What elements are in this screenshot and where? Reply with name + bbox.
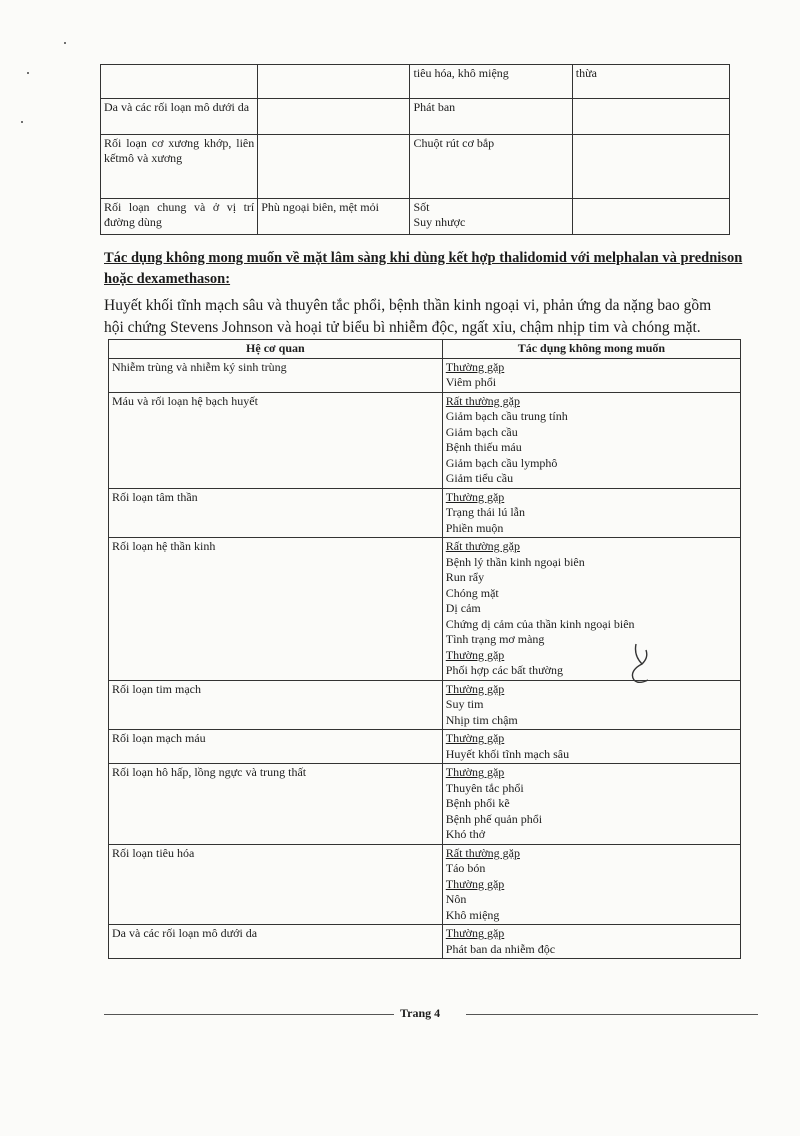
frequency-cell <box>258 65 410 99</box>
frequency-cell <box>572 135 729 199</box>
effect-item: Giảm bạch cầu <box>445 424 518 439</box>
effect-item: Chứng dị cảm của thần kinh ngoại biên <box>445 616 635 631</box>
effect-item: Tình trạng mơ màng <box>445 632 545 646</box>
scan-speck <box>64 42 66 44</box>
effects-cell <box>442 358 740 392</box>
frequency-label: Thường gặp <box>445 926 505 940</box>
frequency-cell: Phát ban <box>410 99 572 135</box>
organ-system-cell: Rối loạn hệ thần kinh <box>109 538 443 681</box>
effect-item: Suy nhược <box>413 215 466 229</box>
frequency-cell <box>258 99 410 135</box>
column-header-organ: Hệ cơ quan <box>109 340 443 359</box>
organ-system-cell: Rối loạn tim mạch <box>109 680 443 730</box>
table-row <box>109 392 741 488</box>
frequency-label: Thường gặp <box>445 489 505 504</box>
effect-item: Khô miệng <box>445 907 500 922</box>
table-row <box>101 135 730 199</box>
intro-line: Huyết khối tĩnh mạch sâu và thuyên tắc phổi, bệnh thần kinh ngoại vi, phản ứng da nặng bao gồm <box>104 297 712 314</box>
effect-item: Viêm phổi <box>445 375 497 389</box>
table-row <box>101 199 730 235</box>
organ-system-cell: Rối loạn tâm thần <box>109 488 443 538</box>
table-row <box>109 358 741 392</box>
table-row <box>101 99 730 135</box>
effects-cell <box>442 730 740 764</box>
effect-item: Dị cảm <box>445 601 481 615</box>
section-title: Tác dụng không mong muốn về mặt lâm sàng khi dùng kết hợp thalidomid với melphalan và prednison hoặc dexamethason: <box>104 250 743 287</box>
column-header-effects: Tác dụng không mong muốn <box>442 340 740 359</box>
effects-cell <box>442 488 740 538</box>
frequency-label: Thường gặp <box>445 876 505 891</box>
top-continuation-table <box>100 64 730 235</box>
organ-cell: Rối loạn chung và ở vị trí đường dùng <box>101 199 258 235</box>
header-row <box>109 340 741 359</box>
effect-item: Suy tim <box>445 697 484 711</box>
effect-item: Bệnh phế quản phổi <box>445 811 543 826</box>
organ-cell <box>101 65 258 99</box>
frequency-cell: thừa <box>572 65 729 99</box>
effect-item: Táo bón <box>445 861 486 875</box>
effects-cell <box>442 538 740 681</box>
effect-item: Thuyên tắc phổi <box>445 780 524 795</box>
frequency-label: Rất thường gặp <box>445 539 520 553</box>
effect-item: Bệnh phổi kẽ <box>445 796 510 810</box>
effects-cell <box>442 680 740 730</box>
effect-item: Sốt <box>413 200 430 214</box>
table-row <box>109 844 741 925</box>
frequency-cell <box>258 135 410 199</box>
effect-item: Chóng mặt <box>445 585 499 600</box>
effect-item: Nôn <box>445 892 467 906</box>
effects-cell <box>442 392 740 488</box>
frequency-cell: tiêu hóa, khô miệng <box>410 65 572 99</box>
scan-speck <box>27 72 29 74</box>
frequency-label: Thường gặp <box>445 681 505 696</box>
frequency-label: Thường gặp <box>445 359 505 374</box>
footer-rule-right <box>466 1014 758 1015</box>
organ-system-cell: Da và các rối loạn mô dưới da <box>109 925 443 959</box>
effect-item: Trạng thái lú lẫn <box>445 505 525 519</box>
intro-paragraph <box>104 295 754 339</box>
effects-cell <box>442 925 740 959</box>
frequency-label: Thường gặp <box>445 647 505 662</box>
frequency-cell <box>572 99 729 135</box>
frequency-cell <box>572 199 729 235</box>
handwritten-initial-mark <box>622 640 662 690</box>
table-row <box>109 925 741 959</box>
effects-cell <box>442 764 740 845</box>
table-row <box>101 65 730 99</box>
effect-item: Khó thở <box>445 827 486 841</box>
table-row <box>109 488 741 538</box>
effect-item: Phối hợp các bất thường <box>445 663 563 677</box>
effect-item: Run rẩy <box>445 570 485 584</box>
effect-item: Nhịp tim chậm <box>445 712 518 727</box>
frequency-label: Thường gặp <box>445 731 505 745</box>
effect-item: Giảm bạch cầu trung tính <box>445 409 568 423</box>
effect-item: Phát ban da nhiễm độc <box>445 941 556 956</box>
organ-system-cell: Rối loạn hô hấp, lồng ngực và trung thất <box>109 764 443 845</box>
frequency-cell <box>410 199 572 235</box>
frequency-label: Thường gặp <box>445 765 505 779</box>
effect-item: Giảm bạch cầu lymphô <box>445 455 558 470</box>
organ-cell: Rối loạn cơ xương khớp, liên kếtmô và xương <box>101 135 258 199</box>
frequency-label: Rất thường gặp <box>445 393 520 408</box>
frequency-label: Rất thường gặp <box>445 845 520 860</box>
table-row <box>109 730 741 764</box>
effect-item: Huyết khối tĩnh mạch sâu <box>445 746 570 761</box>
effect-item: Bệnh lý thần kinh ngoại biên <box>445 554 585 569</box>
organ-system-cell: Máu và rối loạn hệ bạch huyết <box>109 392 443 488</box>
organ-cell: Da và các rối loạn mô dưới da <box>101 99 258 135</box>
effect-item: Phiền muộn <box>445 520 504 535</box>
intro-line: hội chứng Stevens Johnson và hoại tử biểu bì nhiễm độc, ngất xỉu, chậm nhịp tim và chóng mặt. <box>104 319 701 336</box>
frequency-cell: Phù ngoại biên, mệt mỏi <box>258 199 410 235</box>
scan-speck <box>21 121 23 123</box>
effect-item: Bệnh thiếu máu <box>445 440 522 454</box>
table-row <box>109 764 741 845</box>
organ-system-cell: Rối loạn mạch máu <box>109 730 443 764</box>
effects-cell <box>442 844 740 925</box>
organ-system-cell: Rối loạn tiêu hóa <box>109 844 443 925</box>
effect-item: Giảm tiểu cầu <box>445 471 514 485</box>
page-number: Trang 4 <box>400 1006 441 1020</box>
footer-rule-left <box>104 1014 394 1015</box>
frequency-cell: Chuột rút cơ bắp <box>410 135 572 199</box>
organ-system-cell: Nhiễm trùng và nhiễm ký sinh trùng <box>109 358 443 392</box>
